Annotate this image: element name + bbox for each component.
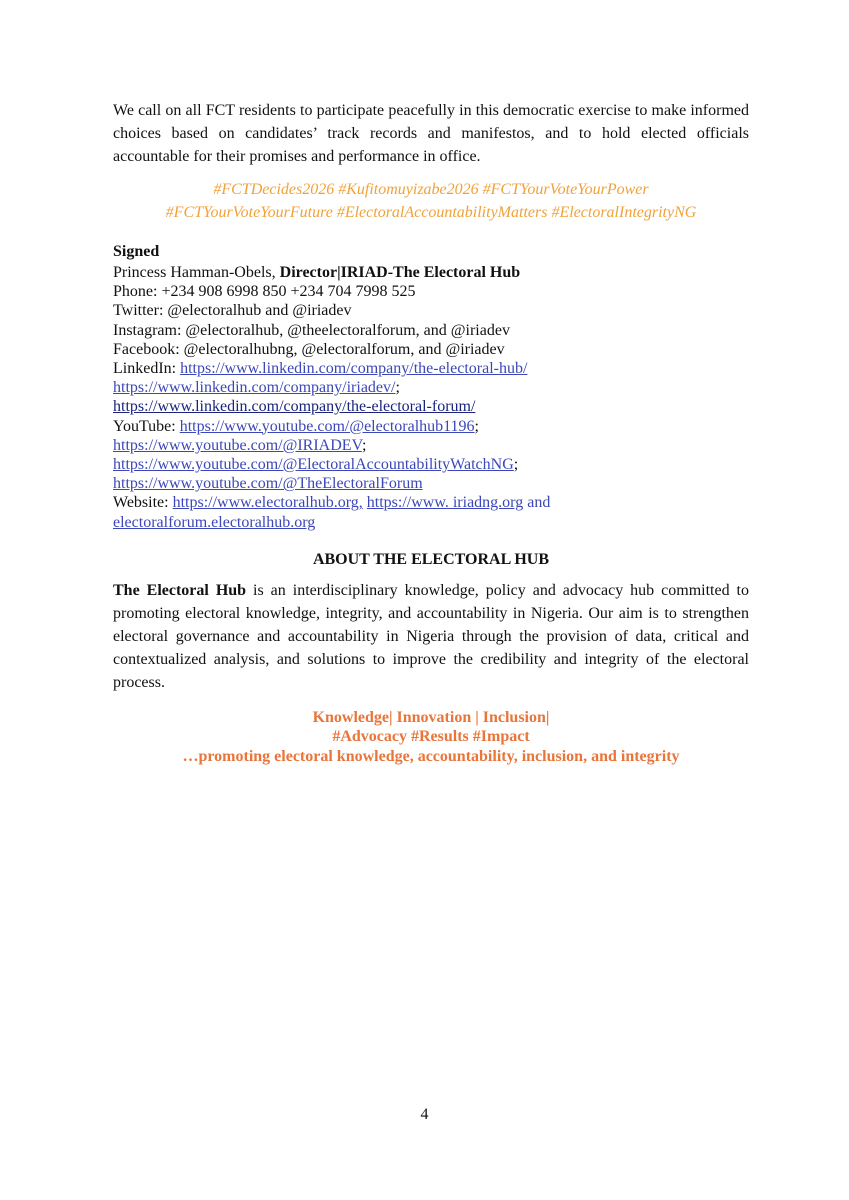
about-paragraph [113, 579, 749, 694]
intro-paragraph: We call on all FCT residents to participate peacefully in this democratic exercise to make informed choices based on candidates’ track records and manifestos, and to hold elected officials accountable for their promises and performance in office. [113, 102, 749, 165]
about-lead: The Electoral Hub [113, 581, 247, 599]
website-line-2 [113, 513, 749, 532]
linkedin-link-iriadev[interactable]: https://www.linkedin.com/company/iriadev/ [113, 379, 396, 397]
hashtags-line-1: #FCTDecides2026 #Kufitomuyizabe2026 #FCTYourVoteYourPower [213, 181, 649, 198]
document-page [113, 99, 749, 766]
signed-heading: Signed [113, 243, 160, 260]
youtube-link-iriadev[interactable]: https://www.youtube.com/@IRIADEV [113, 436, 362, 454]
contact-block [113, 263, 749, 532]
youtube-line [113, 417, 749, 436]
youtube-label: YouTube: [113, 417, 180, 435]
hashtags-line-2: #FCTYourVoteYourFuture #ElectoralAccountabilityMatters #ElectoralIntegrityNG [165, 204, 697, 221]
instagram-line: Instagram: @electoralhub, @theelectoralforum, and @iriadev [113, 321, 510, 339]
website-link-iriadng[interactable]: https://www. iriadng.org [366, 494, 524, 512]
linkedin-link-electoral-hub[interactable]: https://www.linkedin.com/company/the-electoral-hub/ [180, 360, 528, 378]
youtube-semicolon-3: ; [513, 456, 519, 474]
website-link-electoralhub[interactable]: https://www.electoralhub.org, [172, 494, 363, 512]
website-line [113, 493, 749, 512]
motto-line-2: #Advocacy #Results #Impact [332, 728, 530, 746]
website-and-word: and [523, 494, 551, 512]
phone-line: Phone: +234 908 6998 850 +234 704 7998 525 [113, 283, 416, 301]
hashtags-block [113, 178, 749, 224]
about-body: is an interdisciplinary knowledge, policy and advocacy hub committed to promoting electoral knowledge, integrity, and accountability in Nigeria. Our aim is to strengthen electoral governance and accountability in Nigeria through the provision of data, critical and contextualized analysis, and solutions to improve the credibility and integrity of the electoral process. [113, 581, 749, 691]
youtube-line-3 [113, 455, 749, 474]
youtube-semicolon-2: ; [361, 436, 367, 454]
linkedin-link-electoral-forum[interactable]: https://www.linkedin.com/company/the-electoral-forum/ [113, 398, 476, 416]
linkedin-semicolon: ; [395, 379, 400, 397]
page-number: 4 [420, 1106, 429, 1123]
website-label: Website: [113, 494, 173, 512]
motto-line-1: Knowledge| Innovation | Inclusion| [312, 708, 550, 726]
linkedin-line-3 [113, 397, 749, 416]
linkedin-line [113, 359, 749, 378]
signatory-name: Princess Hamman-Obels, [113, 264, 280, 281]
motto-block [113, 708, 749, 767]
website-link-electoralforum[interactable]: electoralforum.electoralhub.org [113, 513, 316, 531]
youtube-semicolon-1: ; [474, 417, 479, 435]
signatory-line [113, 263, 749, 282]
motto-line-3: …promoting electoral knowledge, accountability, inclusion, and integrity [182, 747, 680, 765]
youtube-link-electoralhub[interactable]: https://www.youtube.com/@electoralhub1196 [179, 417, 475, 435]
about-heading: ABOUT THE ELECTORAL HUB [312, 550, 550, 568]
youtube-line-4 [113, 474, 749, 493]
youtube-line-2 [113, 436, 749, 455]
twitter-line: Twitter: @electoralhub and @iriadev [113, 302, 352, 320]
facebook-line: Facebook: @electoralhubng, @electoralforum, and @iriadev [113, 340, 505, 358]
youtube-link-electoral-forum[interactable]: https://www.youtube.com/@TheElectoralForum [113, 475, 423, 493]
linkedin-label: LinkedIn: [113, 360, 181, 378]
linkedin-line-2 [113, 378, 749, 397]
youtube-link-accountability-watch[interactable]: https://www.youtube.com/@ElectoralAccountabilityWatchNG [113, 456, 514, 474]
signatory-title: Director|IRIAD-The Electoral Hub [279, 264, 521, 281]
